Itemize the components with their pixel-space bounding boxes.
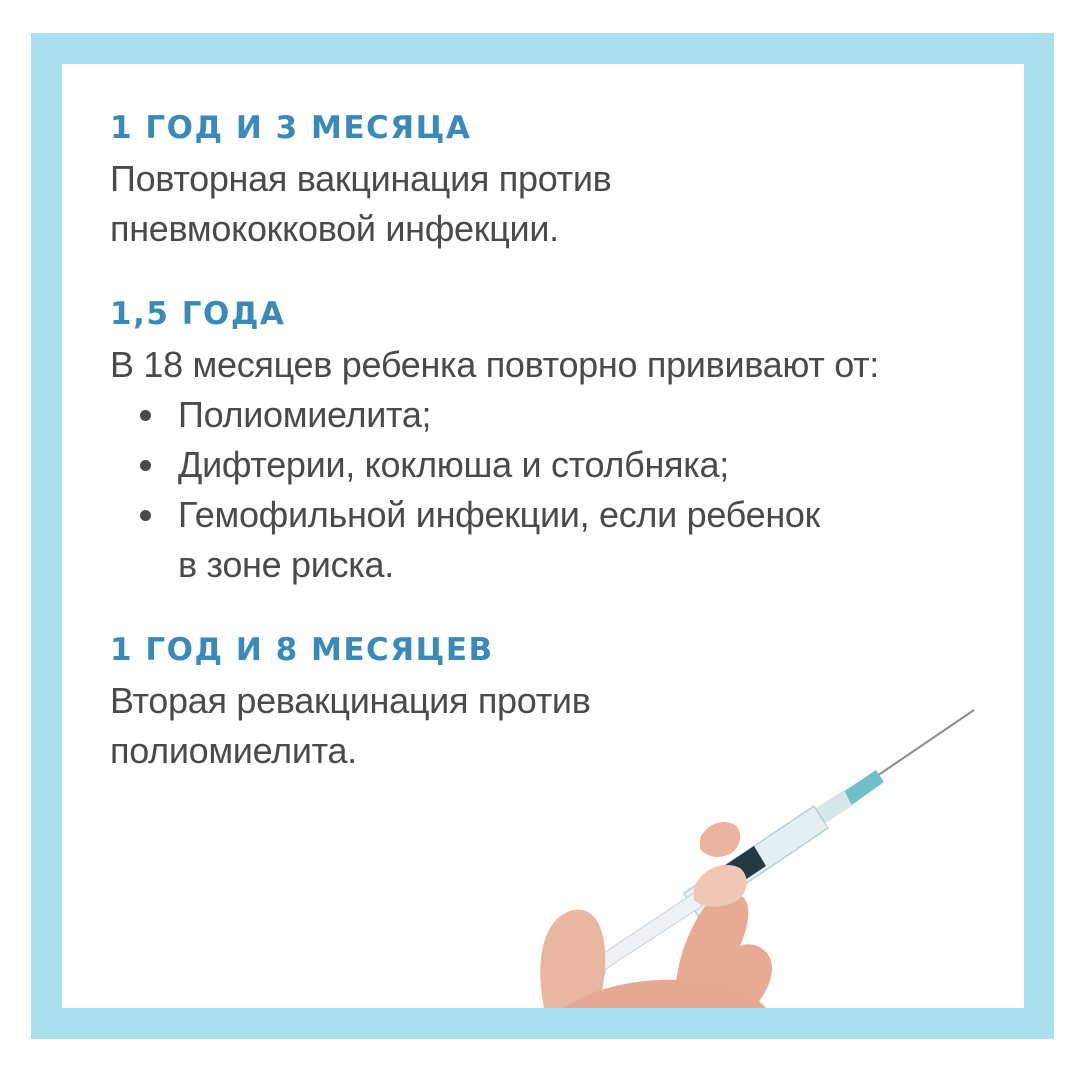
bullet-icon (140, 510, 151, 521)
card-panel (62, 64, 1024, 1008)
bullet-list (110, 390, 990, 590)
section-18-months (110, 294, 990, 590)
section-heading: 1,5 ГОДА (110, 296, 286, 332)
section-heading: 1 ГОД И 3 МЕСЯЦА (110, 110, 472, 146)
bullet-icon (140, 410, 151, 421)
list-item (110, 440, 990, 490)
list-item-text: Дифтерии, коклюша и столбняка; (178, 444, 729, 485)
list-item-text: Полиомиелита; (178, 394, 432, 435)
list-item-text: Гемофильной инфекции, если ребенок в зоне риска. (178, 494, 821, 585)
list-item (110, 390, 990, 440)
list-item (110, 490, 838, 590)
section-text: Повторная вакцинация против пневмококковой инфекции. (110, 158, 612, 249)
section-heading: 1 ГОД И 8 МЕСЯЦЕВ (110, 632, 494, 668)
section-text: Вторая ревакцинация против полиомиелита. (110, 680, 591, 771)
section-text: В 18 месяцев ребенка повторно прививают от: (110, 344, 880, 385)
section-15-months (110, 108, 990, 254)
bullet-icon (140, 460, 151, 471)
hand-holding-syringe-icon (504, 688, 1024, 1008)
